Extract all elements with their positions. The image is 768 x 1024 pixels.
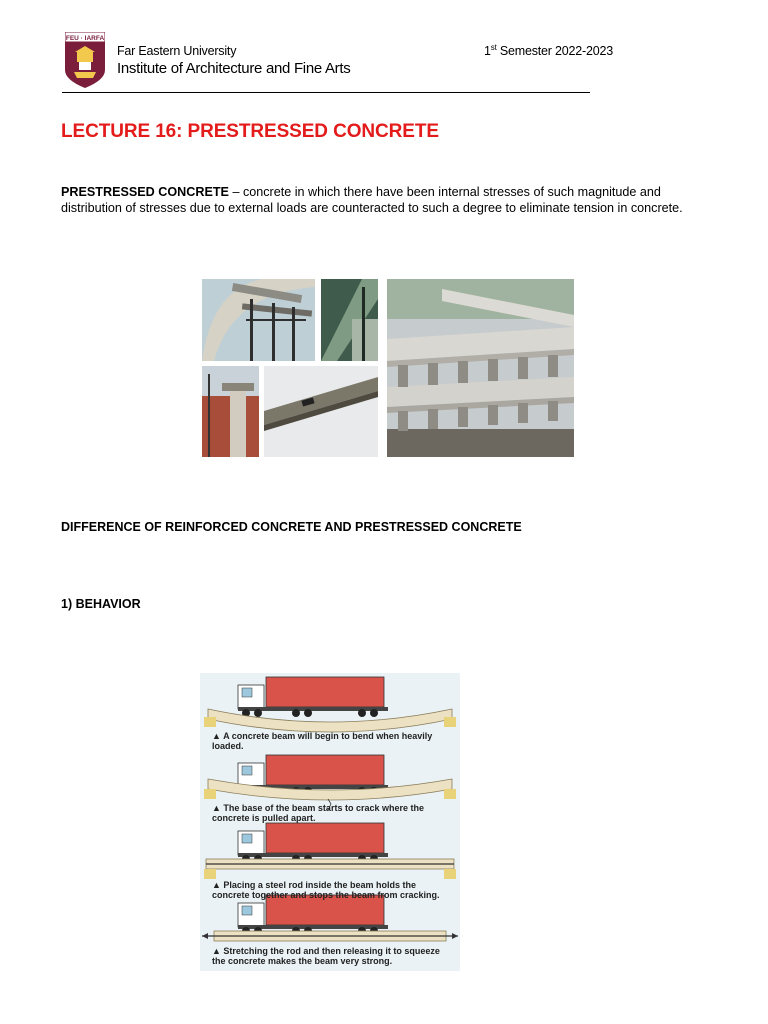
header-rule (62, 92, 590, 93)
logo-text: FEU · IARFA (65, 35, 105, 42)
photo-stacked-beams (387, 279, 574, 457)
photo-tendons (321, 279, 378, 361)
beam-behavior-figure (200, 673, 460, 971)
caption-1: ▲ A concrete beam will begin to bend when heavily loaded. (212, 731, 433, 751)
section-heading: DIFFERENCE OF REINFORCED CONCRETE AND PRESTRESSED CONCRETE (61, 520, 522, 534)
photo-pier (202, 366, 259, 457)
caption-4: ▲ Stretching the rod and then releasing it to squeeze the concrete makes the beam very strong. (212, 946, 440, 966)
subsection-heading-behavior: 1) BEHAVIOR (61, 597, 141, 611)
photo-girder-span (264, 366, 378, 457)
photo-bridge-girders (202, 279, 315, 361)
caption-2: ▲ The base of the beam starts to crack where the concrete is pulled apart. (212, 803, 424, 823)
definition-paragraph (61, 184, 711, 216)
definition-text: – concrete in which there have been internal stresses of such magnitude and distribution of stresses due to external loads are counteracted to such a degree to eliminate tension in concrete. (61, 185, 683, 215)
university-name: Far Eastern University (117, 44, 237, 58)
feu-iarfa-logo-icon (65, 32, 105, 88)
definition-term: PRESTRESSED CONCRETE (61, 185, 229, 199)
semester-label: 1st Semester 2022-2023 (484, 43, 614, 58)
caption-3: ▲ Placing a steel rod inside the beam holds the concrete together and stops the beam from cracking. (212, 880, 440, 900)
institute-name: Institute of Architecture and Fine Arts (117, 60, 351, 77)
prestressed-concrete-photos (202, 279, 574, 457)
page-title: LECTURE 16: PRESTRESSED CONCRETE (61, 121, 439, 142)
